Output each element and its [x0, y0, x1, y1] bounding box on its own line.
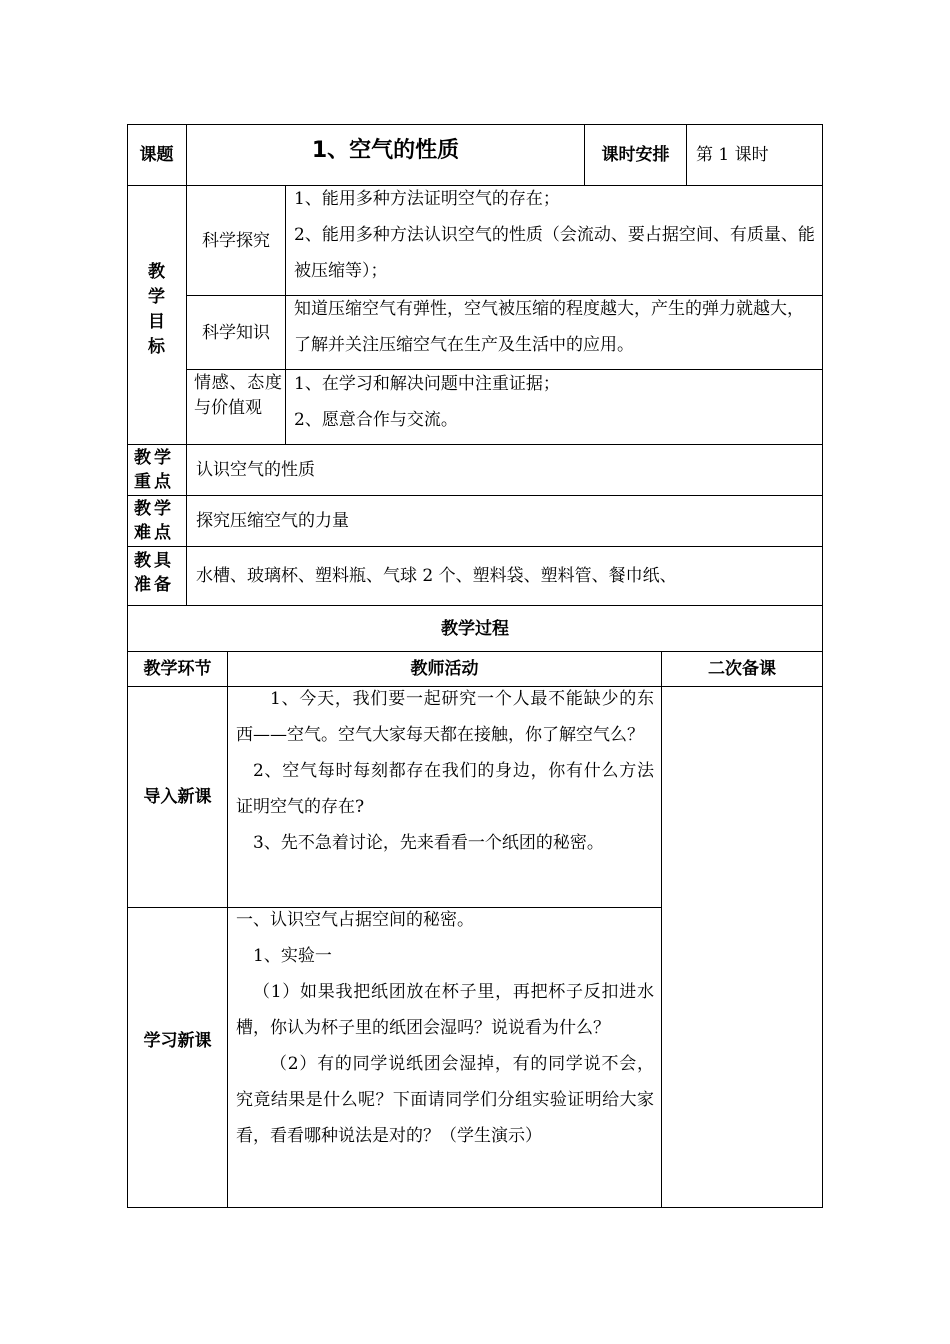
objectives-label-char: 教 — [148, 262, 165, 282]
table-rule — [661, 651, 662, 1208]
key-point-text: 认识空气的性质 — [196, 460, 315, 480]
activity-paragraph: 3、先不急着讨论，先来看看一个纸团的秘密。 — [253, 833, 604, 853]
objective-inquiry-text — [294, 181, 818, 289]
period-value: 第 1 课时 — [696, 145, 769, 165]
new-lesson-teacher-activity — [236, 902, 654, 1154]
objectives-label-char: 标 — [148, 337, 165, 357]
column-header-revision: 二次备课 — [708, 659, 776, 679]
objective-line: 2、能用多种方法认识空气的性质（会流动、要占据空间、有质量、能被压缩等）； — [294, 225, 815, 281]
column-header-stage: 教学环节 — [143, 659, 212, 679]
stage-intro: 导入新课 — [143, 787, 212, 807]
table-border-right — [822, 124, 823, 1208]
objective-line: 1、在学习和解决问题中注重证据； — [294, 374, 560, 394]
objective-line: 2、愿意合作与交流。 — [294, 410, 458, 430]
difficulty-label: 教学难点 — [134, 499, 174, 543]
table-rule — [227, 651, 228, 1208]
objective-knowledge-text — [294, 291, 818, 363]
objective-category-inquiry: 科学探究 — [202, 230, 270, 251]
table-rule — [285, 185, 286, 445]
period-label: 课时安排 — [601, 145, 670, 165]
objective-attitude-text — [294, 366, 818, 438]
objective-category-knowledge: 科学知识 — [202, 322, 270, 343]
key-point-label: 教学重点 — [134, 448, 174, 492]
activity-paragraph: 一、认识空气占据空间的秘密。 — [236, 910, 474, 930]
difficulty-text: 探究压缩空气的力量 — [196, 511, 349, 531]
activity-paragraph: 2、空气每时每刻都存在我们的身边，你有什么方法证明空气的存在? — [236, 761, 654, 817]
objective-category-attitude: 情感、态度与价值观 — [194, 373, 282, 418]
process-heading: 教学过程 — [441, 618, 509, 639]
stage-new-lesson: 学习新课 — [143, 1030, 212, 1051]
intro-teacher-activity — [236, 681, 654, 861]
activity-paragraph: 1、实验一 — [253, 946, 332, 966]
subject-label: 课题 — [139, 145, 174, 165]
table-rule — [686, 124, 687, 186]
page-title: 1、空气的性质 — [311, 138, 460, 163]
materials-label: 教具准备 — [134, 551, 174, 595]
table-border-bottom — [127, 1207, 823, 1208]
objectives-label-char: 学 — [148, 287, 165, 307]
activity-paragraph: 1、今天，我们要一起研究一个人最不能缺少的东西——空气。空气大家每天都在接触，你了解空气么？ — [236, 689, 654, 745]
objective-line: 知道压缩空气有弹性，空气被压缩的程度越大，产生的弹力就越大，了解并关注压缩空气在生产及生活中的应用。 — [294, 299, 804, 355]
materials-text: 水槽、玻璃杯、塑料瓶、气球 2 个、塑料袋、塑料管、餐巾纸、 — [196, 566, 677, 586]
activity-paragraph: （1）如果我把纸团放在杯子里，再把杯子反扣进水槽，你认为杯子里的纸团会湿吗？说说看为什么？ — [236, 982, 654, 1038]
objectives-label — [127, 260, 186, 360]
column-header-teacher-activity: 教师活动 — [410, 659, 479, 679]
objective-line: 1、能用多种方法证明空气的存在； — [294, 189, 560, 209]
activity-paragraph: （2）有的同学说纸团会湿掉，有的同学说不会，究竟结果是什么呢？下面请同学们分组实验证明给大家看，看看哪种说法是对的？（学生演示） — [236, 1054, 654, 1146]
objectives-label-char: 目 — [148, 312, 165, 332]
